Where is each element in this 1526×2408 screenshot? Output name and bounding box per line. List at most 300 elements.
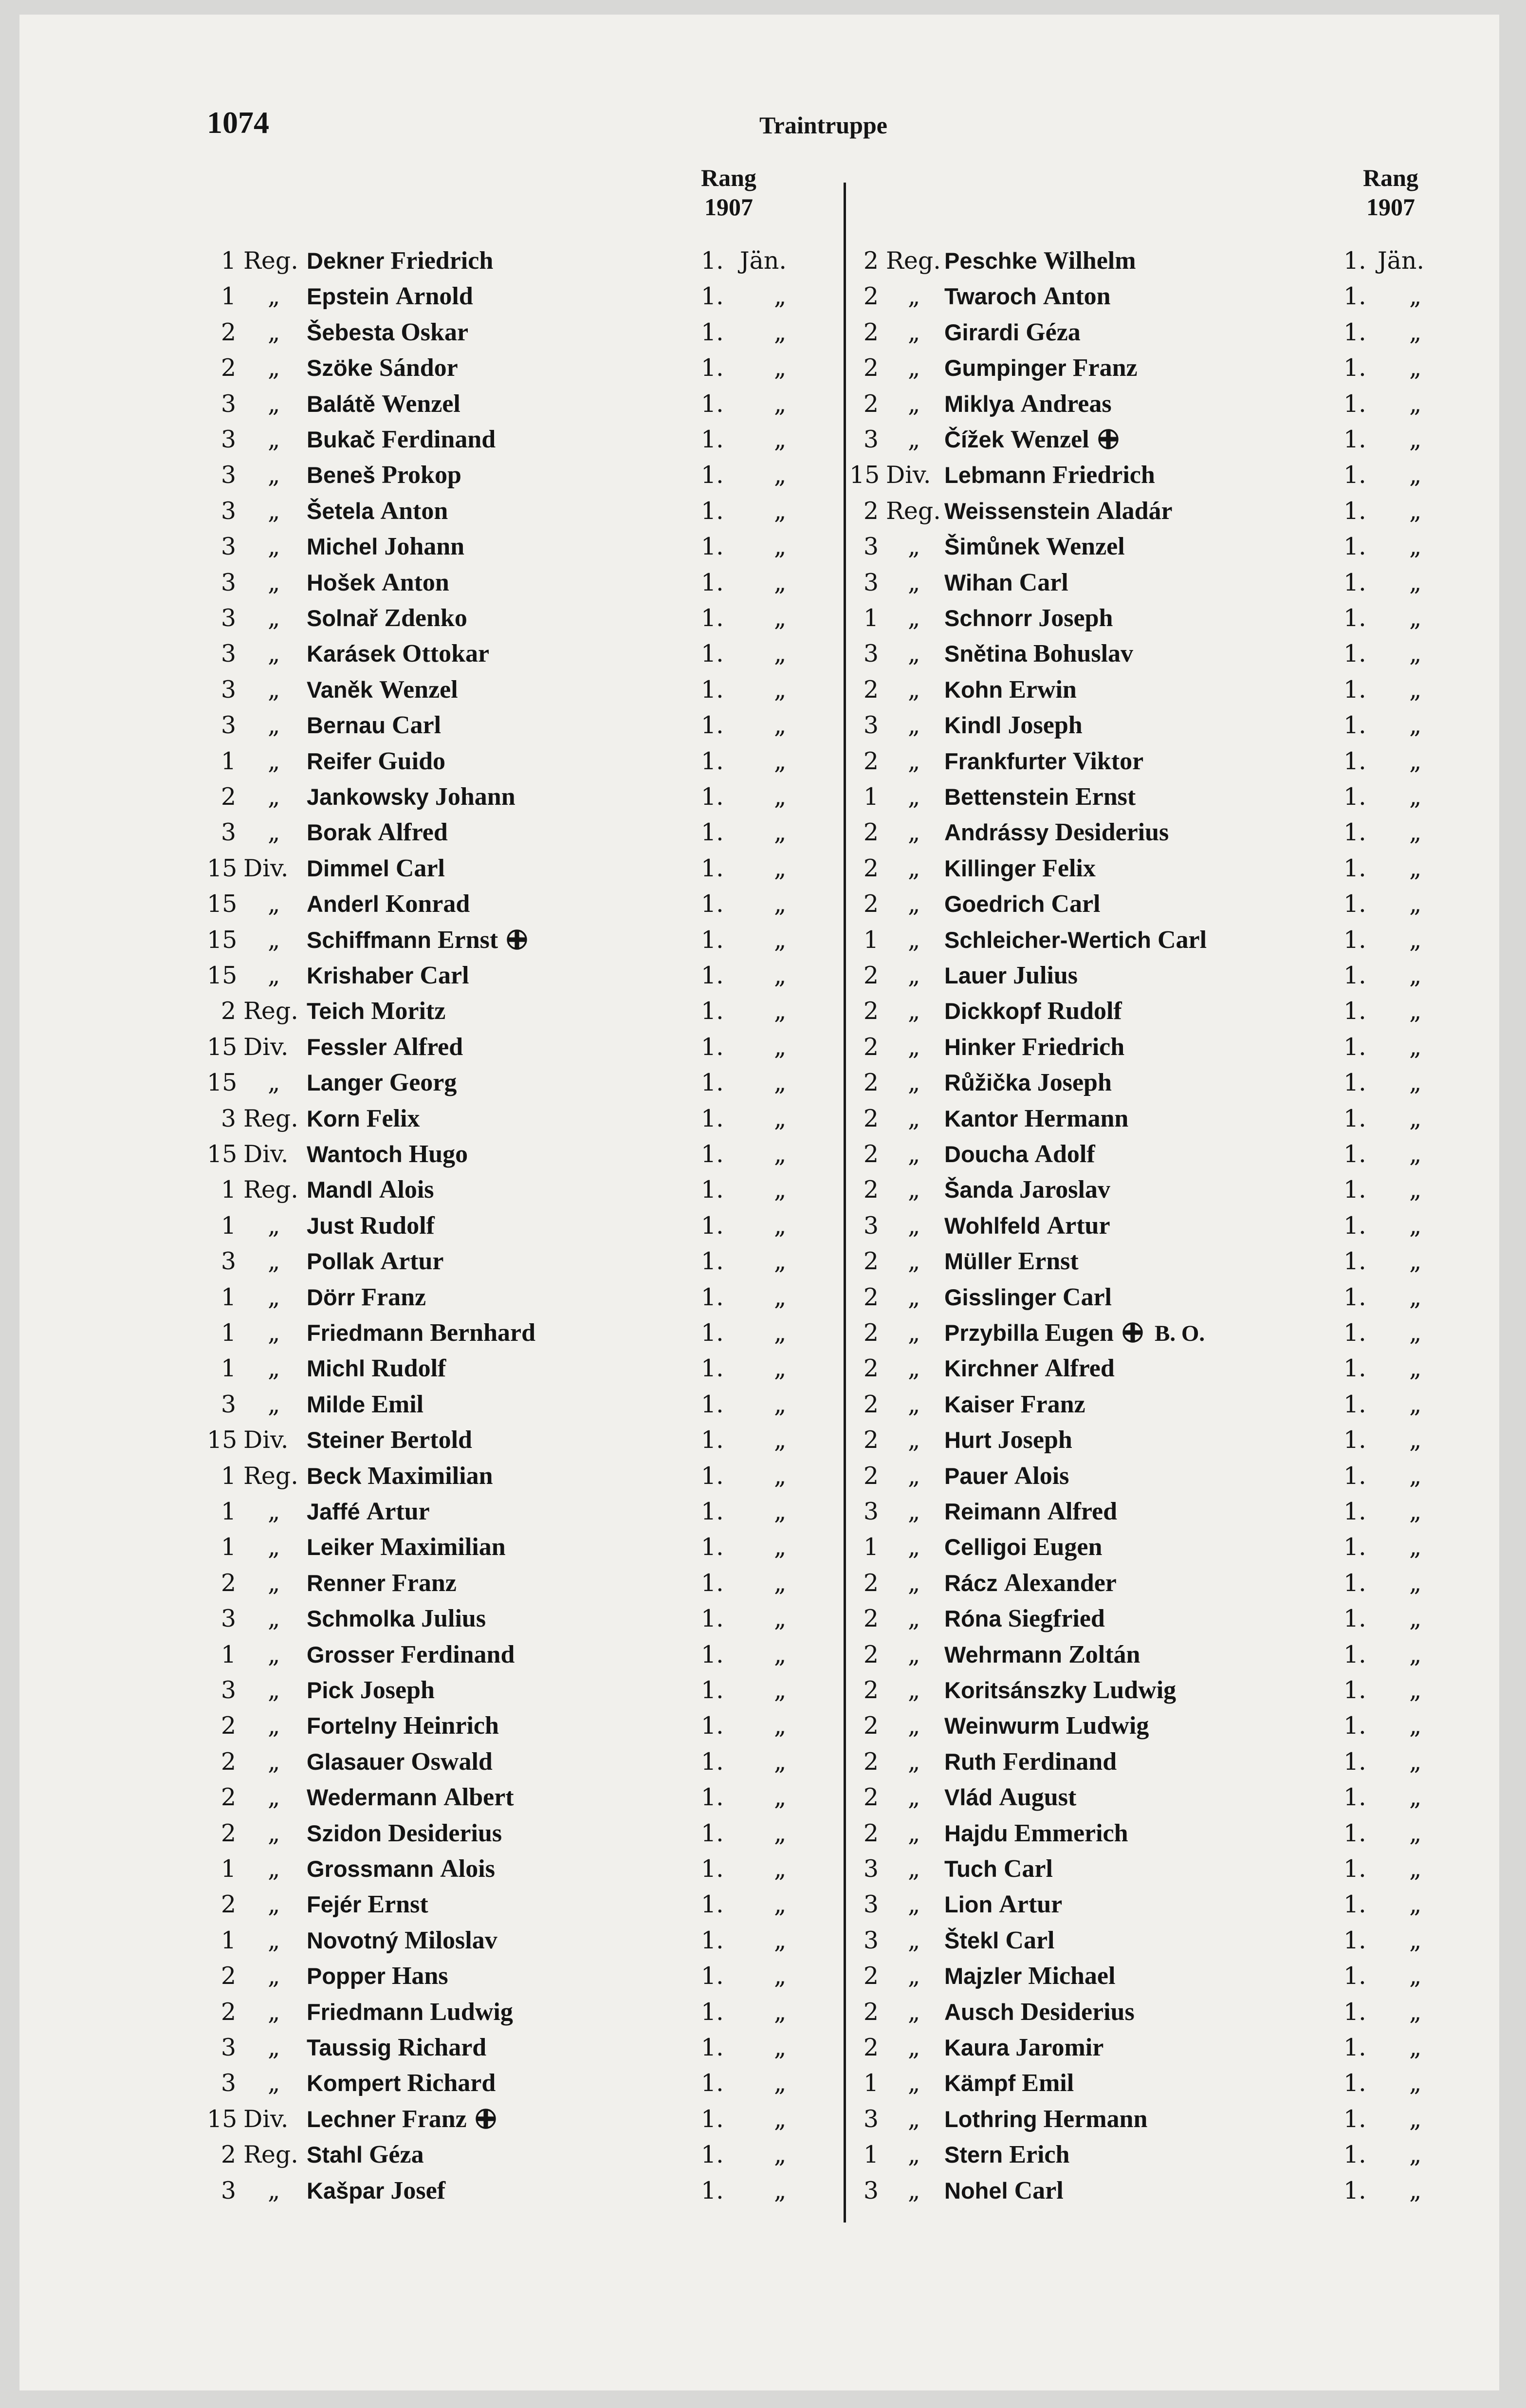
officer-given-name: Maximilian bbox=[368, 1462, 493, 1490]
rank-month: „ bbox=[1409, 1533, 1422, 1561]
unit-number: 3 bbox=[863, 533, 879, 561]
officer-name bbox=[307, 244, 493, 278]
officer-given-name: Anton bbox=[380, 497, 448, 525]
officer-surname: Kirchner bbox=[944, 1355, 1039, 1382]
rank-month: „ bbox=[774, 1211, 787, 1240]
officer-name bbox=[307, 1852, 495, 1886]
unit-number: 15 bbox=[207, 962, 238, 989]
officer-given-name: Alfred bbox=[1045, 1354, 1115, 1383]
unit-type: „ bbox=[908, 1211, 920, 1240]
officer-name bbox=[307, 423, 496, 457]
rank-value: 1. bbox=[701, 2141, 724, 2169]
officer-surname: Reifer bbox=[307, 748, 372, 774]
unit-number: 2 bbox=[863, 962, 879, 989]
rank-value: 1. bbox=[1343, 640, 1366, 668]
officer-given-name: Emmerich bbox=[1014, 1819, 1128, 1847]
officer-surname: Tuch bbox=[944, 1856, 997, 1882]
officer-given-name: Sándor bbox=[379, 354, 458, 382]
officer-surname: Anderl bbox=[307, 891, 379, 917]
rank-month: „ bbox=[774, 533, 787, 561]
officer-surname: Schmolka bbox=[307, 1606, 415, 1632]
rank-value: 1. bbox=[1343, 1283, 1366, 1311]
officer-name bbox=[944, 852, 1096, 886]
officer-surname: Fortelny bbox=[307, 1713, 397, 1739]
unit-type: Div. bbox=[243, 1140, 289, 1168]
rank-value: 1. bbox=[1343, 2069, 1366, 2097]
rank-value: 1. bbox=[1343, 675, 1366, 704]
unit-number: 1 bbox=[221, 1319, 236, 1347]
officer-name bbox=[307, 780, 515, 814]
officer-name bbox=[307, 744, 445, 778]
unit-type: „ bbox=[908, 675, 920, 704]
officer-name bbox=[307, 1459, 493, 1493]
unit-type: „ bbox=[268, 1640, 280, 1668]
rank-month: „ bbox=[774, 426, 787, 453]
officer-surname: Vaněk bbox=[307, 676, 373, 703]
rank-value: 1. bbox=[701, 1890, 724, 1919]
unit-number: 2 bbox=[863, 1140, 879, 1168]
rank-month: „ bbox=[774, 1283, 787, 1311]
officer-name bbox=[307, 1673, 435, 1707]
officer-name bbox=[944, 1352, 1115, 1386]
unit-number: 3 bbox=[221, 640, 236, 668]
rank-month: „ bbox=[1409, 318, 1422, 346]
rank-value: 1. bbox=[701, 1390, 724, 1418]
officer-name bbox=[944, 1816, 1128, 1851]
unit-type: „ bbox=[268, 1390, 280, 1418]
rank-month: „ bbox=[774, 2105, 787, 2133]
officer-given-name: Franz bbox=[361, 1283, 426, 1311]
unit-type: „ bbox=[908, 1712, 920, 1740]
officer-name bbox=[307, 494, 448, 528]
officer-given-name: Andreas bbox=[1020, 389, 1112, 418]
rank-value: 1. bbox=[1343, 711, 1366, 740]
unit-type: „ bbox=[268, 389, 280, 418]
officer-given-name: Guido bbox=[378, 747, 446, 775]
rank-value: 1. bbox=[1343, 1033, 1366, 1061]
officer-surname: Stern bbox=[944, 2142, 1003, 2168]
officer-surname: Wantoch bbox=[307, 1141, 403, 1167]
officer-name bbox=[944, 1530, 1102, 1564]
unit-number: 2 bbox=[863, 675, 879, 704]
unit-number: 3 bbox=[221, 1390, 236, 1418]
rank-month: „ bbox=[774, 568, 787, 596]
rank-month: „ bbox=[774, 997, 787, 1025]
officer-name bbox=[307, 530, 464, 564]
officer-given-name: Richard bbox=[407, 2069, 496, 2097]
page-title: Traintruppe bbox=[759, 111, 887, 139]
rank-value: 1. bbox=[701, 1104, 724, 1132]
unit-type: „ bbox=[908, 783, 920, 811]
unit-number: 2 bbox=[221, 783, 236, 811]
officer-given-name: Joseph bbox=[1008, 711, 1083, 740]
unit-type: „ bbox=[268, 711, 280, 740]
unit-number: 2 bbox=[863, 1104, 879, 1132]
rank-month: „ bbox=[1409, 890, 1422, 918]
officer-name bbox=[944, 2102, 1147, 2136]
officer-surname: Kompert bbox=[307, 2070, 401, 2096]
officer-surname: Popper bbox=[307, 1963, 386, 1989]
unit-number: 2 bbox=[863, 389, 879, 418]
rank-month: „ bbox=[1409, 675, 1422, 704]
officer-name bbox=[944, 1924, 1055, 1958]
officer-given-name: Michael bbox=[1028, 1962, 1116, 1990]
officer-name bbox=[307, 387, 460, 421]
officer-surname: Lothring bbox=[944, 2106, 1037, 2132]
unit-number: 2 bbox=[863, 997, 879, 1025]
rank-value: 1. bbox=[1343, 926, 1366, 954]
unit-type: „ bbox=[268, 1819, 280, 1847]
officer-surname: Čížek bbox=[944, 426, 1004, 452]
rank-month: „ bbox=[1409, 1247, 1422, 1276]
unit-type: „ bbox=[908, 1569, 920, 1597]
unit-type: „ bbox=[908, 426, 920, 453]
unit-number: 2 bbox=[863, 1819, 879, 1847]
officer-given-name: Bernhard bbox=[430, 1319, 536, 1347]
rank-value: 1. bbox=[701, 1462, 724, 1490]
unit-type: „ bbox=[908, 818, 920, 847]
unit-number: 2 bbox=[221, 1998, 236, 2026]
rank-value: 1. bbox=[1343, 2141, 1366, 2169]
officer-name bbox=[307, 1137, 468, 1171]
unit-type: „ bbox=[908, 1462, 920, 1490]
rank-value: 1. bbox=[701, 962, 724, 989]
unit-type: „ bbox=[908, 568, 920, 596]
rank-value: 1. bbox=[701, 2176, 724, 2204]
officer-surname: Lechner bbox=[307, 2106, 396, 2132]
rank-value: 1. bbox=[701, 675, 724, 704]
unit-type: Div. bbox=[886, 461, 931, 489]
rank-month: „ bbox=[774, 1247, 787, 1276]
rank-value: 1. bbox=[1343, 1247, 1366, 1276]
officer-name bbox=[944, 673, 1077, 707]
unit-type: „ bbox=[908, 1533, 920, 1561]
officer-name bbox=[944, 458, 1155, 492]
rank-value: 1. bbox=[1343, 1140, 1366, 1168]
rank-value: 1. bbox=[1343, 1498, 1366, 1525]
officer-surname: Gumpinger bbox=[944, 355, 1066, 381]
officer-surname: Müller bbox=[944, 1248, 1012, 1275]
rank-month: „ bbox=[1409, 1069, 1422, 1097]
rank-value: 1. bbox=[701, 1926, 724, 1954]
rank-month: Jän. bbox=[740, 247, 787, 275]
officer-given-name: Artur bbox=[380, 1247, 444, 1276]
officer-name bbox=[944, 994, 1122, 1028]
rank-month: „ bbox=[1409, 1211, 1422, 1240]
officer-surname: Rácz bbox=[944, 1570, 998, 1596]
officer-surname: Mandl bbox=[307, 1177, 373, 1203]
officer-surname: Przybilla bbox=[944, 1320, 1039, 1346]
rank-month: „ bbox=[774, 1354, 787, 1383]
rank-month: „ bbox=[1409, 2034, 1422, 2061]
officer-given-name: Joseph bbox=[1038, 604, 1113, 632]
unit-type: „ bbox=[908, 1426, 920, 1454]
officer-given-name: Desiderius bbox=[1055, 818, 1169, 847]
rank-value: 1. bbox=[701, 1569, 724, 1597]
unit-type: „ bbox=[908, 533, 920, 561]
officer-given-name: Carl bbox=[420, 962, 469, 989]
rank-value: 1. bbox=[701, 1033, 724, 1061]
rank-month: „ bbox=[774, 604, 787, 632]
rank-month: „ bbox=[1409, 389, 1422, 418]
unit-type: „ bbox=[268, 926, 280, 954]
officer-given-name: Artur bbox=[366, 1498, 430, 1525]
unit-number: 2 bbox=[863, 1033, 879, 1061]
officer-given-name: Hugo bbox=[408, 1140, 468, 1168]
officer-given-name: Franz bbox=[1020, 1390, 1085, 1418]
rank-value: 1. bbox=[1343, 1819, 1366, 1847]
unit-number: 3 bbox=[221, 1605, 236, 1633]
unit-number: 1 bbox=[221, 1498, 236, 1525]
rank-month: „ bbox=[774, 1783, 787, 1812]
officer-name bbox=[944, 1638, 1140, 1672]
officer-given-name: Joseph bbox=[1037, 1069, 1112, 1097]
officer-given-name: Carl bbox=[1014, 2176, 1064, 2204]
unit-number: 2 bbox=[863, 854, 879, 882]
officer-name bbox=[307, 2174, 445, 2208]
rank-month: „ bbox=[774, 1819, 787, 1847]
officer-name bbox=[307, 1352, 446, 1386]
officer-surname: Glasauer bbox=[307, 1748, 405, 1775]
officer-name bbox=[944, 1244, 1079, 1278]
rank-month: „ bbox=[774, 1747, 787, 1776]
unit-type: „ bbox=[908, 1926, 920, 1954]
officer-surname: Šetela bbox=[307, 498, 374, 524]
rank-value: 1. bbox=[701, 640, 724, 668]
rank-month: „ bbox=[1409, 2176, 1422, 2204]
officer-surname: Růžička bbox=[944, 1070, 1031, 1096]
rank-value: 1. bbox=[701, 1498, 724, 1525]
unit-type: „ bbox=[908, 1819, 920, 1847]
officer-name bbox=[307, 1173, 434, 1207]
officer-name bbox=[307, 1066, 457, 1100]
rank-value: 1. bbox=[701, 497, 724, 525]
unit-type: „ bbox=[268, 2069, 280, 2097]
unit-type: „ bbox=[908, 1747, 920, 1776]
unit-type: „ bbox=[268, 497, 280, 525]
rank-value: 1. bbox=[701, 1605, 724, 1633]
officer-surname: Weissenstein bbox=[944, 498, 1090, 524]
unit-type: „ bbox=[268, 1533, 280, 1561]
officer-surname: Beneš bbox=[307, 462, 376, 488]
officer-name bbox=[307, 852, 445, 886]
unit-number: 3 bbox=[863, 1890, 879, 1919]
rank-value: 1. bbox=[701, 747, 724, 775]
rank-value: 1. bbox=[701, 604, 724, 632]
unit-type: „ bbox=[908, 1962, 920, 1990]
officer-surname: Kindl bbox=[944, 712, 1002, 739]
rank-month: „ bbox=[1409, 1890, 1422, 1919]
rank-month: „ bbox=[774, 640, 787, 668]
unit-type: „ bbox=[908, 1033, 920, 1061]
unit-number: 15 bbox=[849, 461, 880, 489]
unit-type: „ bbox=[268, 640, 280, 668]
unit-number: 3 bbox=[863, 2176, 879, 2204]
officer-given-name: Franz bbox=[392, 1569, 457, 1597]
unit-type: „ bbox=[908, 1140, 920, 1168]
unit-type: „ bbox=[908, 282, 920, 311]
unit-type: „ bbox=[268, 1747, 280, 1776]
officer-given-name: Ottokar bbox=[402, 640, 490, 668]
officer-surname: Kohn bbox=[944, 676, 1003, 703]
unit-type: „ bbox=[268, 890, 280, 918]
officer-given-name: Alfred bbox=[1047, 1498, 1118, 1525]
rank-month: „ bbox=[1409, 1283, 1422, 1311]
unit-type: „ bbox=[908, 1605, 920, 1633]
rank-value: 1. bbox=[1343, 1426, 1366, 1454]
officer-name bbox=[944, 2031, 1103, 2065]
officer-given-name: Emil bbox=[371, 1390, 424, 1418]
unit-number: 3 bbox=[863, 1926, 879, 1954]
officer-surname: Beck bbox=[307, 1463, 362, 1489]
rank-month: „ bbox=[774, 461, 787, 489]
unit-type: Reg. bbox=[243, 1176, 298, 1204]
unit-type: „ bbox=[268, 1855, 280, 1883]
unit-number: 1 bbox=[863, 2069, 879, 2097]
unit-number: 3 bbox=[221, 675, 236, 704]
rank-month: „ bbox=[1409, 1104, 1422, 1132]
officer-given-name: Géza bbox=[1026, 318, 1081, 346]
rank-month: „ bbox=[1409, 962, 1422, 989]
rank-month: „ bbox=[1409, 2069, 1422, 2097]
officer-surname: Fejér bbox=[307, 1891, 362, 1918]
officer-given-name: Alfred bbox=[378, 818, 448, 847]
officer-surname: Goedrich bbox=[944, 891, 1045, 917]
officer-given-name: Carl bbox=[1005, 1926, 1055, 1954]
rank-value: 1. bbox=[1343, 282, 1366, 311]
officer-given-name: Hermann bbox=[1024, 1104, 1129, 1132]
officer-given-name: Viktor bbox=[1072, 747, 1144, 775]
rank-month: „ bbox=[774, 389, 787, 418]
rank-month: Jän. bbox=[1378, 247, 1424, 275]
rank-value: 1. bbox=[1343, 747, 1366, 775]
officer-given-name: Josef bbox=[390, 2176, 446, 2204]
rank-value: 1. bbox=[1343, 1890, 1366, 1919]
officer-surname: Milde bbox=[307, 1391, 366, 1417]
rank-value: 1. bbox=[701, 1747, 724, 1776]
officer-name bbox=[944, 1209, 1110, 1243]
rank-value: 1. bbox=[1343, 1569, 1366, 1597]
officer-surname: Hošek bbox=[307, 569, 376, 595]
rank-value: 1. bbox=[1343, 1605, 1366, 1633]
rank-value: 1. bbox=[1343, 1533, 1366, 1561]
officer-name bbox=[307, 1959, 448, 1993]
officer-given-name: Julius bbox=[421, 1605, 486, 1633]
rank-value: 1. bbox=[701, 818, 724, 847]
officer-given-name: Prokop bbox=[382, 461, 461, 489]
rank-month: „ bbox=[774, 1390, 787, 1418]
rank-value: 1. bbox=[701, 1247, 724, 1276]
unit-type: „ bbox=[268, 1676, 280, 1704]
officer-surname: Twaroch bbox=[944, 283, 1037, 310]
officer-name bbox=[944, 1852, 1053, 1886]
unit-type: „ bbox=[908, 2141, 920, 2169]
rank-month: „ bbox=[774, 818, 787, 847]
rank-month: „ bbox=[774, 1712, 787, 1740]
officer-surname: Bukač bbox=[307, 426, 376, 452]
officer-name bbox=[307, 923, 528, 957]
officer-surname: Stahl bbox=[307, 2142, 363, 2168]
unit-number: 2 bbox=[221, 1962, 236, 1990]
officer-name bbox=[944, 494, 1173, 528]
unit-number: 3 bbox=[221, 426, 236, 453]
rank-value: 1. bbox=[1343, 1676, 1366, 1704]
officer-given-name: Anton bbox=[382, 568, 449, 596]
rank-month: „ bbox=[774, 1462, 787, 1490]
rank-value: 1. bbox=[701, 1855, 724, 1883]
rank-month: „ bbox=[774, 2034, 787, 2061]
unit-number: 3 bbox=[221, 1247, 236, 1276]
rank-month: „ bbox=[1409, 711, 1422, 740]
unit-type: „ bbox=[268, 354, 280, 382]
rank-month: „ bbox=[774, 1890, 787, 1919]
officer-given-name: Ernst bbox=[1075, 783, 1136, 811]
officer-surname: Karásek bbox=[307, 641, 396, 667]
unit-number: 2 bbox=[863, 1676, 879, 1704]
rank-value: 1. bbox=[701, 997, 724, 1025]
unit-type: Reg. bbox=[243, 1104, 298, 1132]
unit-number: 3 bbox=[221, 461, 236, 489]
unit-type: „ bbox=[268, 1783, 280, 1812]
unit-type: „ bbox=[908, 2105, 920, 2133]
unit-type: „ bbox=[908, 1069, 920, 1097]
officer-given-name: Carl bbox=[1062, 1283, 1112, 1311]
officer-given-name: Franz bbox=[1072, 354, 1138, 382]
unit-number: 2 bbox=[863, 1640, 879, 1668]
unit-type: „ bbox=[908, 1319, 920, 1347]
officer-name bbox=[944, 1709, 1149, 1743]
officer-surname: Šebesta bbox=[307, 319, 395, 345]
rank-value: 1. bbox=[701, 2069, 724, 2097]
unit-number: 3 bbox=[863, 2105, 879, 2133]
officer-name bbox=[307, 1423, 472, 1457]
officer-surname: Kašpar bbox=[307, 2177, 385, 2204]
rank-month: „ bbox=[774, 890, 787, 918]
unit-type: „ bbox=[908, 1676, 920, 1704]
unit-type: „ bbox=[908, 1104, 920, 1132]
officer-given-name: Moritz bbox=[371, 997, 446, 1025]
unit-type: Div. bbox=[243, 2105, 289, 2133]
officer-name bbox=[944, 279, 1111, 314]
rank-month: „ bbox=[1409, 854, 1422, 882]
officer-name bbox=[944, 351, 1138, 385]
rank-value: 1. bbox=[701, 711, 724, 740]
unit-type: „ bbox=[908, 962, 920, 989]
rank-month: „ bbox=[774, 675, 787, 704]
rank-month: „ bbox=[1409, 1747, 1422, 1776]
rank-value: 1. bbox=[701, 1319, 724, 1347]
unit-number: 2 bbox=[863, 890, 879, 918]
officer-given-name: Ferdinand bbox=[1003, 1747, 1117, 1776]
unit-number: 1 bbox=[221, 1926, 236, 1954]
unit-number: 2 bbox=[863, 1069, 879, 1097]
unit-type: „ bbox=[268, 1247, 280, 1276]
unit-number: 1 bbox=[221, 1533, 236, 1561]
rank-month: „ bbox=[774, 1640, 787, 1668]
unit-number: 2 bbox=[863, 1319, 879, 1347]
rank-month: „ bbox=[774, 1998, 787, 2026]
officer-surname: Pick bbox=[307, 1677, 354, 1703]
unit-type: „ bbox=[268, 568, 280, 596]
unit-number: 2 bbox=[863, 247, 879, 275]
officer-surname: Epstein bbox=[307, 283, 389, 310]
unit-type: „ bbox=[908, 318, 920, 346]
officer-surname: Killinger bbox=[944, 855, 1036, 881]
rank-month: „ bbox=[774, 2069, 787, 2097]
officer-surname: Lebmann bbox=[944, 462, 1046, 488]
officer-note: B. O. bbox=[1154, 1321, 1205, 1346]
rank-value: 1. bbox=[1343, 1712, 1366, 1740]
